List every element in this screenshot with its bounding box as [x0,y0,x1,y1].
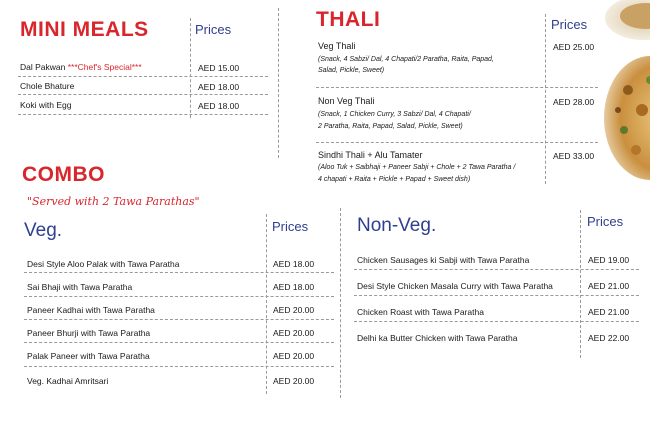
item-price: AED 33.00 [553,151,595,161]
row-divider [354,295,639,296]
item-name: Sindhi Thali + Alu Tamater [318,150,423,160]
mini-meals-heading: MINI MEALS [20,18,149,41]
row-divider [24,272,334,273]
item-name: Paneer Kadhai with Tawa Paratha [27,305,155,315]
item-price: AED 21.00 [588,307,630,317]
row-divider [24,342,334,343]
item-description: (Snack, 4 Sabzi/ Dal, 4 Chapati/2 Paratha, Raita, Papad, [318,56,494,63]
thali-prices-label: Prices [551,17,588,32]
item-description: 4 chapati + Raita + Pickle + Papad + Sweet dish) [318,176,471,183]
item-price: AED 20.00 [273,305,315,315]
item-price: AED 18.00 [273,259,315,269]
item-name: Koki with Egg [20,100,72,110]
item-price: AED 21.00 [588,281,630,291]
column-separator [340,208,341,398]
veg-prices-label: Prices [272,219,309,234]
nonveg-heading: Non-Veg. [357,215,437,236]
row-divider [18,76,268,77]
mini-meals-prices-label: Prices [195,22,232,37]
item-name: Palak Paneer with Tawa Paratha [27,351,150,361]
food-dish-photo [598,0,650,185]
item-price: AED 22.00 [588,333,630,343]
column-separator [278,8,279,158]
veg-heading: Veg. [24,220,63,241]
item-price: AED 28.00 [553,97,595,107]
thali-divider [545,14,546,184]
mini-meals-divider [190,18,191,118]
item-price: AED 18.00 [198,82,240,92]
row-divider [354,321,639,322]
item-price: AED 19.00 [588,255,630,265]
item-name: Chicken Sausages ki Sabji with Tawa Paratha [357,255,530,265]
chef-special-note: ***Chef's Special*** [67,62,142,72]
combo-tagline: "Served with 2 Tawa Parathas" [27,195,200,208]
row-divider [18,114,268,115]
item-name: Chicken Roast with Tawa Paratha [357,307,484,317]
row-divider [354,269,639,270]
item-price: AED 20.00 [273,351,315,361]
item-name: Delhi ka Butter Chicken with Tawa Paratha [357,333,518,343]
item-price: AED 15.00 [198,63,240,73]
row-divider [24,319,334,320]
row-divider [316,142,603,143]
thali-heading: THALI [316,8,381,31]
item-name: Chole Bhature [20,81,75,91]
row-divider [24,366,334,367]
item-price: AED 18.00 [198,101,240,111]
row-divider [24,296,334,297]
item-name: Dal Pakwan [20,62,66,72]
item-name: Sai Bhaji with Tawa Paratha [27,282,133,292]
item-name: Paneer Bhurji with Tawa Paratha [27,328,151,338]
item-name: Desi Style Aloo Palak with Tawa Paratha [27,259,180,269]
menu-item [20,62,142,72]
item-price: AED 18.00 [273,282,315,292]
item-name: Desi Style Chicken Masala Curry with Tawa Paratha [357,281,553,291]
item-price: AED 20.00 [273,376,315,386]
item-description: 2 Paratha, Raita, Papad, Salad, Pickle, Sweet) [318,123,463,130]
item-name: Veg. Kadhai Amritsari [27,376,109,386]
item-name: Veg Thali [318,41,356,51]
item-description: (Aloo Tuk + Saibhaji + Paneer Sabji + Chole + 2 Tawa Paratha / [318,164,516,171]
nonveg-prices-label: Prices [587,214,624,229]
veg-divider [266,214,267,394]
item-name: Non Veg Thali [318,96,375,106]
nonveg-divider [580,210,581,358]
row-divider [316,87,603,88]
item-price: AED 25.00 [553,42,595,52]
row-divider [18,94,268,95]
combo-heading: COMBO [22,163,105,186]
item-description: Salad, Pickle, Sweet) [318,67,385,74]
item-price: AED 20.00 [273,328,315,338]
item-description: (Snack, 1 Chicken Curry, 3 Sabzi/ Dal, 4 Chapati/ [318,111,471,118]
